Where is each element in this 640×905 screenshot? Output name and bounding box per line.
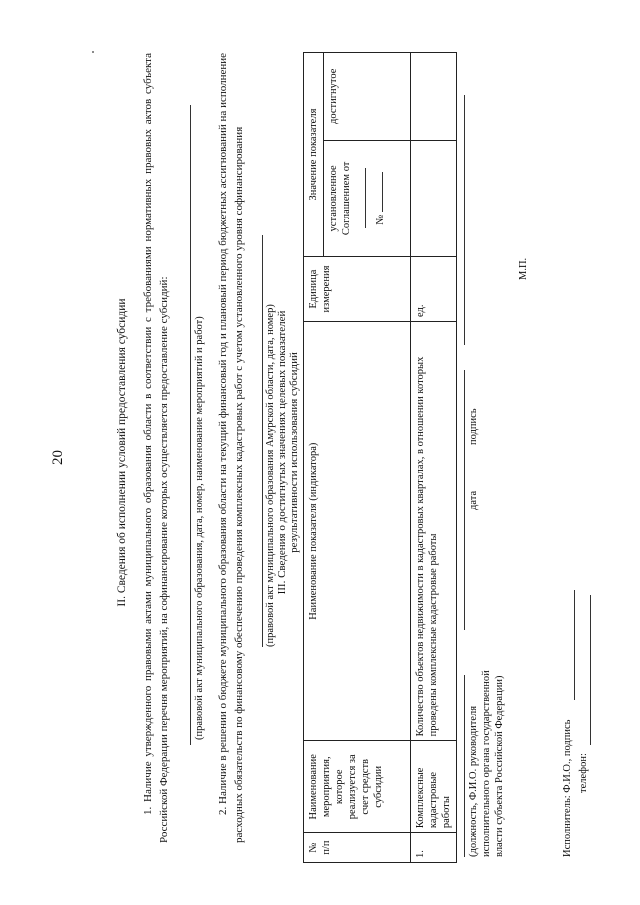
header-set-number-label: № [375,214,386,225]
date-sign-line [464,370,465,630]
header-value: Значение показателя [304,53,324,257]
item-1-hint: (правовой акт муниципального образования, дата, номер, наименование мероприятий и работ) [194,316,205,740]
date-caption: дата [468,490,479,510]
executor-line [574,590,575,700]
header-event: Наименование мероприятия, которое реализуется за счет средств субсидии [304,741,411,833]
item-2-text: 2. Наличие в решении о бюджете муниципального образования области на текущий финансовый год и плановый период бюджетных ассигнований на исполнение расходных обязательств по финансовому обеспечению проведения комплексных кадастровых работ с учетом установленного уровня софинансирования [217,53,245,843]
item-2-fill-line [262,235,263,647]
scan-speck [92,51,94,53]
cell-indicator: Количество объектов недвижимости в кадастровых кварталах, в отношении которых проведены комплексные кадастровые работы [411,322,457,741]
header-indicator: Наименование показателя (индикатора) [304,322,411,741]
page-number: 20 [50,450,66,465]
cell-num: 1. [411,833,457,863]
section-3-title [276,0,300,905]
position-caption: (должность, Ф.И.О. руководителя исполнительного органа государственной власти субъекта Российской Федерации) [468,670,505,857]
phone-line [590,595,591,745]
item-1-fill-line [190,105,191,745]
item-1-text: 1. Наличие утвержденного правовыми актами муниципального образования области в соответствии с требованиями нормативных правовых актов субъекта Российской Федерации перечня мероприятий, на софинансирование которых осуществляется предоставление субсидий: [142,53,170,843]
header-set-label: установленное Соглашением от [328,161,352,236]
executor-label: Исполнитель: Ф.И.О., подпись [562,719,573,857]
header-set-value [324,140,411,256]
cell-achieved [411,53,457,141]
header-achieved: достигнутое [324,53,411,141]
section-2-title: II. Сведения об исполнении условий предоставления субсидии [116,298,128,607]
item-2-hint: (правовой акт муниципального образования Амурской области, дата, номер) [265,304,276,647]
section-3-title-line-2: результативности использования субсидий [288,352,300,553]
header-num: № п/п [304,833,411,863]
stamp-mark: М.П. [518,257,529,280]
section-3-title-line-1: III. Сведения о достигнутых значениях целевых показателей [276,310,288,595]
header-unit: Единица измерения [304,257,411,322]
sign-caption: подпись [468,408,479,445]
indicators-table [303,52,457,863]
cell-unit: ед. [411,257,457,322]
cell-event: Комплексные кадастровые работы [411,741,457,833]
header-set-date-line [357,168,366,228]
table-header-row [304,53,324,863]
stamp-line [464,95,465,345]
header-set-number-line [374,172,383,212]
cell-set-value [411,140,457,256]
phone-label: телефон: [578,753,589,793]
position-line [464,675,465,857]
table-row [411,53,457,863]
header-set-number [374,145,387,252]
